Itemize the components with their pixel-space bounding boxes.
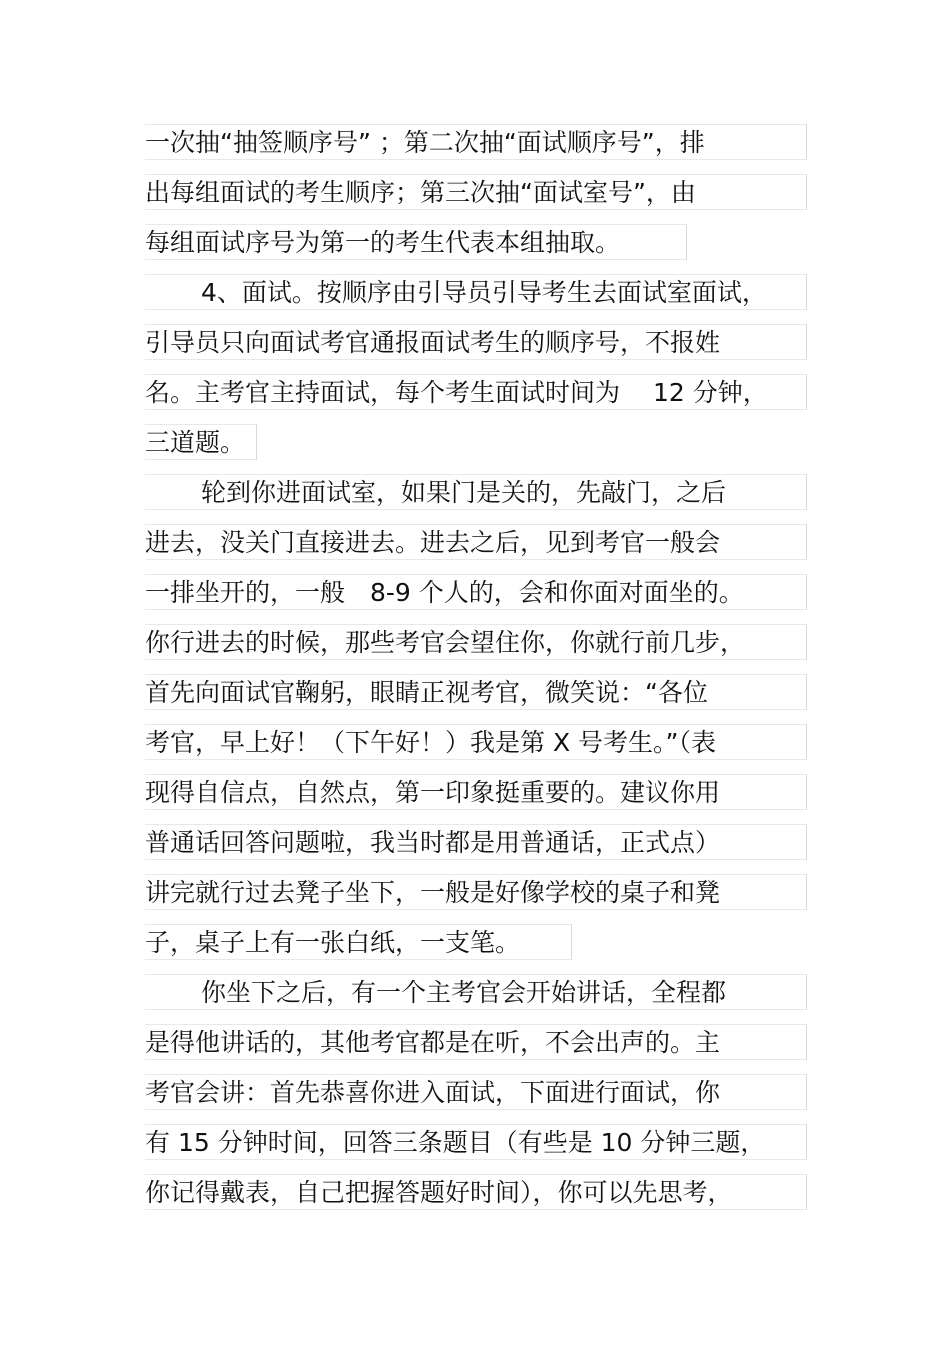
text-line — [145, 1024, 807, 1060]
line-text: 普通话回答问题啦，我当时都是用普通话，正式点） — [145, 828, 721, 857]
text-line — [145, 224, 687, 260]
text-line — [145, 424, 257, 460]
line-text: 三道题。 — [145, 428, 246, 457]
text-line — [145, 524, 807, 560]
text-line — [145, 124, 807, 160]
text-line — [145, 1074, 807, 1110]
text-line — [145, 1124, 807, 1160]
line-text: 你记得戴表，自己把握答题好时间），你可以先思考， — [145, 1178, 733, 1207]
line-text: 有 15 分钟时间，回答三条题目（有些是 10 分钟三题， — [145, 1128, 766, 1157]
line-text: 一次抽“抽签顺序号” ；第二次抽“面试顺序号”，排 — [145, 128, 705, 157]
text-line — [145, 924, 572, 960]
line-text: 讲完就行过去凳子坐下，一般是好像学校的桌子和凳 — [145, 878, 721, 907]
line-text: 引导员只向面试考官通报面试考生的顺序号，不报姓 — [145, 328, 721, 357]
text-line — [145, 824, 807, 860]
line-text: 现得自信点，自然点，第一印象挺重要的。建议你用 — [145, 778, 721, 807]
text-line — [145, 724, 807, 760]
line-text: 轮到你进面试室，如果门是关的，先敲门，之后 — [201, 478, 727, 507]
line-text: 你行进去的时候，那些考官会望住你，你就行前几步， — [145, 628, 746, 657]
line-text: 进去，没关门直接进去。进去之后，见到考官一般会 — [145, 528, 721, 557]
text-line — [145, 274, 807, 310]
line-text: 你坐下之后，有一个主考官会开始讲话，全程都 — [201, 978, 727, 1007]
text-line — [145, 874, 807, 910]
text-line — [145, 324, 807, 360]
text-line — [145, 974, 807, 1010]
line-text: 考官会讲：首先恭喜你进入面试，下面进行面试，你 — [145, 1078, 721, 1107]
line-text: 名。主考官主持面试，每个考生面试时间为 12 分钟， — [145, 378, 768, 407]
line-text: 4、面试。按顺序由引导员引导考生去面试室面试， — [201, 278, 767, 307]
text-line — [145, 774, 807, 810]
text-line — [145, 624, 807, 660]
line-text: 一排坐开的，一般 8-9 个人的，会和你面对面坐的。 — [145, 578, 744, 607]
text-line — [145, 674, 807, 710]
line-text: 子，桌子上有一张白纸，一支笔。 — [145, 928, 521, 957]
text-line — [145, 474, 807, 510]
line-text: 考官，早上好！（下午好！）我是第 X 号考生。”（表 — [145, 728, 716, 757]
text-line — [145, 1174, 807, 1210]
line-text: 每组面试序号为第一的考生代表本组抽取。 — [145, 228, 621, 257]
line-text: 出每组面试的考生顺序；第三次抽“面试室号”，由 — [145, 178, 696, 207]
text-line — [145, 574, 807, 610]
line-text: 是得他讲话的，其他考官都是在听，不会出声的。主 — [145, 1028, 721, 1057]
text-line — [145, 374, 807, 410]
line-text: 首先向面试官鞠躬，眼睛正视考官，微笑说：“各位 — [145, 678, 708, 707]
text-line — [145, 174, 807, 210]
